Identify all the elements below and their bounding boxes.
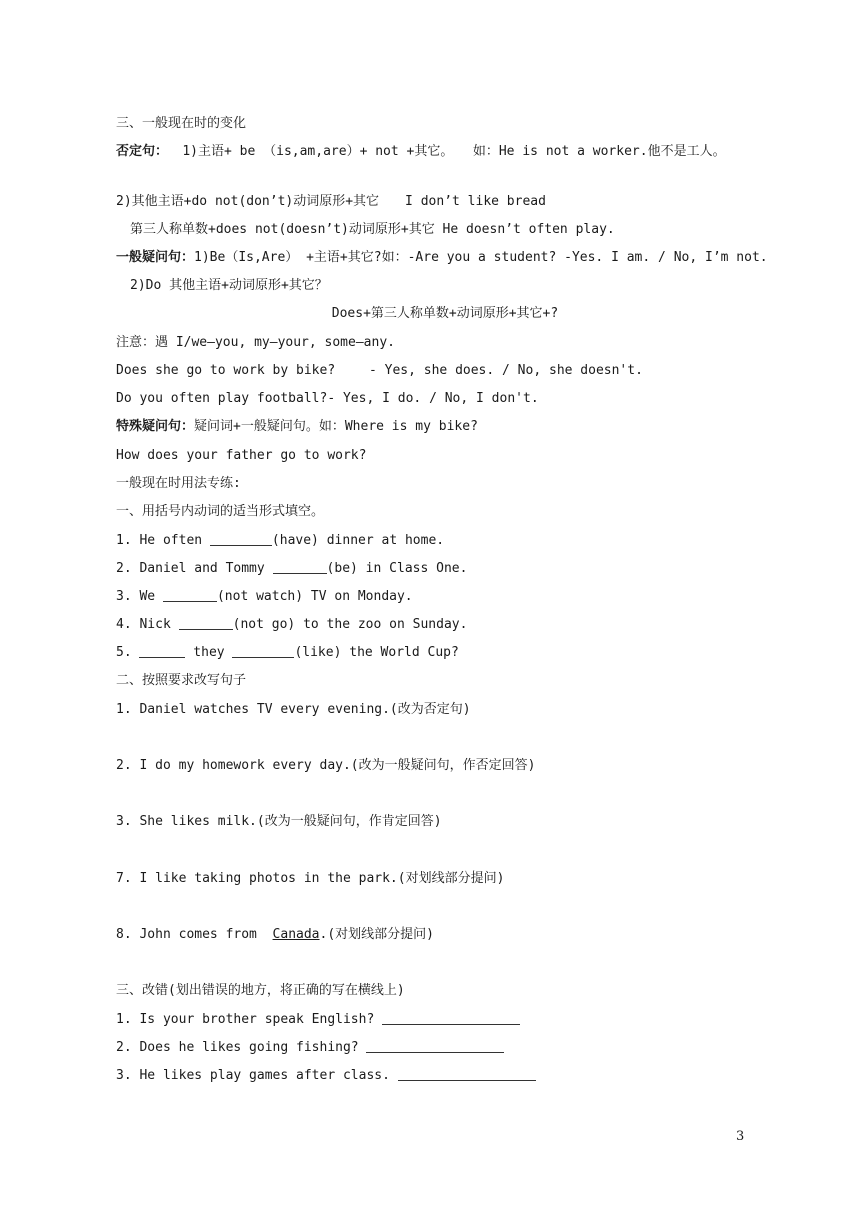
correction-item-1	[116, 1010, 748, 1030]
note: 注意：遇 I/we—you, my—your, some—any.	[116, 335, 395, 350]
rewrite-item-3: 3. She likes milk.(改为一般疑问句，作肯定回答)	[116, 814, 442, 829]
section-title: 三、一般现在时的变化	[116, 116, 247, 131]
negative-rule-1	[116, 142, 748, 162]
answer-blank[interactable]	[398, 1067, 536, 1081]
yesno-rule-1-text: 1)Be（Is,Are） +主语+其它?如：-Are you a student? -Yes. I am. / No, I’m not.	[194, 250, 768, 265]
rewrite-item-text: 8. John comes from	[116, 927, 273, 942]
yesno-rule-2: 2)Do 其他主语+动词原形+其它？	[130, 278, 328, 293]
rewrite-item-7: 7. I like taking photos in the park.(对划线部分提问)	[116, 871, 505, 886]
wh-question-rule	[116, 417, 748, 437]
fill-item-text: they	[185, 645, 233, 660]
example-do: Do you often play football?- Yes, I do. / No, I don't.	[116, 391, 539, 406]
correction-item-text: 2. Does he likes going fishing?	[116, 1040, 367, 1055]
part2-title: 二、按照要求改写句子	[116, 673, 247, 688]
fill-item-text: 5.	[116, 645, 140, 660]
negative-label: 否定句：	[116, 144, 162, 159]
fill-item-text: (like) the World Cup?	[294, 645, 459, 660]
wh-label: 特殊疑问句：	[116, 419, 195, 434]
fill-item-text: (not go) to the zoo on Sunday.	[232, 617, 468, 632]
negative-rule-3: 第三人称单数+does not(doesn’t)动词原形+其它 He doesn’t often play.	[130, 222, 615, 237]
rewrite-item-8	[116, 925, 748, 945]
part3-title: 三、改错(划出错误的地方，将正确的写在横线上)	[116, 983, 405, 998]
fill-item-4	[116, 615, 748, 635]
yesno-rule-1	[116, 248, 768, 268]
fill-item-2	[116, 559, 748, 579]
rewrite-item-text: .(对划线部分提问)	[319, 927, 434, 942]
answer-blank[interactable]	[139, 644, 185, 658]
fill-item-text: 2. Daniel and Tommy	[116, 561, 273, 576]
part1-title: 一、用括号内动词的适当形式填空。	[116, 504, 325, 519]
answer-blank[interactable]	[273, 560, 327, 574]
fill-item-text: (not watch) TV on Monday.	[216, 589, 413, 604]
answer-blank[interactable]	[163, 588, 217, 602]
wh-example: How does your father go to work?	[116, 448, 367, 463]
page-number: 3	[736, 1129, 745, 1144]
rewrite-item-2: 2. I do my homework every day.(改为一般疑问句，作否定回答)	[116, 758, 536, 773]
practice-title: 一般现在时用法专练:	[116, 476, 241, 491]
answer-blank[interactable]	[210, 532, 272, 546]
correction-item-text: 1. Is your brother speak English?	[116, 1012, 383, 1027]
rewrite-item-1: 1. Daniel watches TV every evening.(改为否定句)	[116, 702, 471, 717]
correction-item-2	[116, 1038, 748, 1058]
yesno-label: 一般疑问句：	[116, 250, 195, 265]
fill-item-1	[116, 531, 748, 551]
fill-item-3	[116, 587, 748, 607]
correction-item-text: 3. He likes play games after class.	[116, 1068, 398, 1083]
underlined-word: Canada	[272, 927, 320, 942]
fill-item-text: 4. Nick	[116, 617, 179, 632]
answer-blank[interactable]	[232, 644, 294, 658]
negative-rule-2: 2)其他主语+do not(don’t)动词原形+其它 I don’t like bread	[116, 194, 546, 209]
yesno-rule-3: Does+第三人称单数+动词原形+其它+?	[331, 306, 559, 321]
answer-blank[interactable]	[366, 1039, 504, 1053]
example-does: Does she go to work by bike? - Yes, she does. / No, she doesn't.	[116, 363, 643, 378]
negative-rule-1-text: 1)主语+ be （is,am,are）+ not +其它。 如：He is not a worker.他不是工人。	[182, 144, 726, 159]
answer-blank[interactable]	[382, 1011, 520, 1025]
correction-item-3	[116, 1066, 748, 1086]
fill-item-text: (have) dinner at home.	[271, 533, 445, 548]
fill-item-text: 3. We	[116, 589, 163, 604]
fill-item-text: 1. He often	[116, 533, 210, 548]
answer-blank[interactable]	[179, 616, 233, 630]
fill-item-5	[116, 643, 748, 663]
fill-item-text: (be) in Class One.	[326, 561, 468, 576]
wh-rule-text: 疑问词+一般疑问句。如：Where is my bike?	[194, 419, 478, 434]
